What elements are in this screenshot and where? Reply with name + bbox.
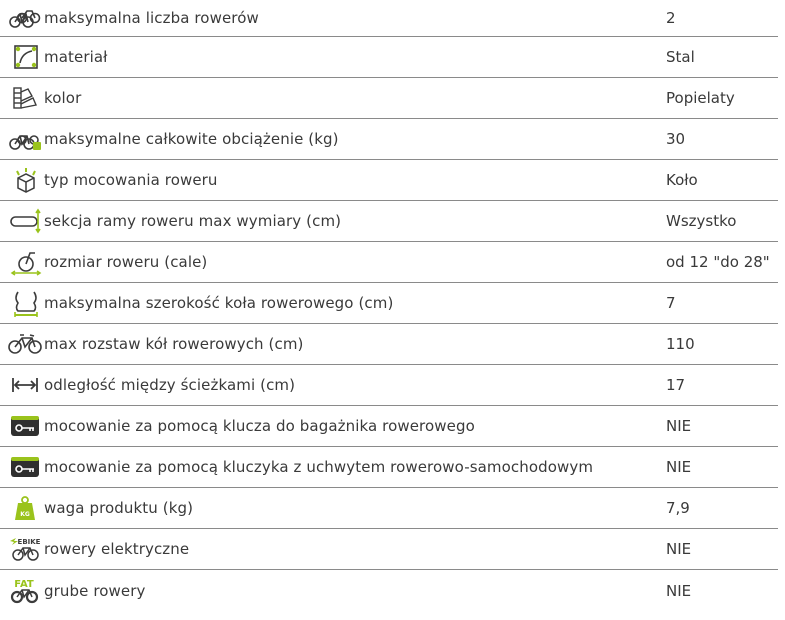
spec-row	[0, 242, 778, 283]
spec-value: Stal	[666, 48, 695, 66]
spec-value: NIE	[666, 581, 692, 600]
spec-label: rozmiar roweru (cale)	[44, 253, 208, 271]
spec-row	[0, 119, 778, 160]
wheel-size-icon	[8, 248, 42, 276]
color-palette-icon	[8, 84, 42, 112]
spec-value: Wszystko	[666, 212, 737, 230]
spec-value: NIE	[666, 458, 692, 476]
spec-value: Popielaty	[666, 89, 735, 107]
spec-label: maksymalne całkowite obciążenie (kg)	[44, 130, 339, 148]
spec-label: rowery elektryczne	[44, 540, 190, 558]
spec-value: Koło	[666, 171, 698, 189]
spec-label: mocowanie za pomocą klucza do bagażnika rowerowego	[44, 417, 475, 435]
spec-label: kolor	[44, 89, 82, 107]
spec-row	[0, 160, 778, 201]
spec-row	[0, 406, 778, 447]
key-lock-icon	[8, 453, 42, 481]
spec-label: maksymalna szerokość koła rowerowego (cm)	[44, 294, 394, 312]
spec-row	[0, 283, 778, 324]
tire-width-icon	[8, 289, 42, 317]
spec-row	[0, 201, 778, 242]
frame-section-icon	[8, 207, 42, 235]
spec-value: 7,9	[666, 499, 690, 517]
spec-row	[0, 78, 778, 119]
spec-value: 2	[666, 9, 676, 27]
spec-label: sekcja ramy roweru max wymiary (cm)	[44, 212, 342, 230]
spec-label: odległość między ścieżkami (cm)	[44, 376, 296, 394]
track-distance-icon	[8, 371, 42, 399]
spec-row	[0, 37, 778, 78]
bike-load-icon	[8, 125, 42, 153]
key-lock-icon	[8, 412, 42, 440]
spec-row	[0, 570, 778, 611]
spec-label: max rozstaw kół rowerowych (cm)	[44, 335, 304, 353]
spec-label: maksymalna liczba rowerów	[44, 9, 259, 27]
two-bikes-icon	[8, 4, 42, 32]
spec-label: grube rowery	[44, 581, 146, 600]
spec-value: NIE	[666, 540, 692, 558]
mount-type-icon	[8, 166, 42, 194]
spec-value: 110	[666, 335, 695, 353]
spec-row	[0, 529, 778, 570]
spec-row	[0, 0, 778, 37]
spec-row	[0, 488, 778, 529]
ebike-icon	[8, 535, 42, 563]
wheelbase-icon	[8, 330, 42, 358]
weight-icon	[8, 494, 42, 522]
svg-text:KG: KG	[20, 511, 30, 518]
spec-label: typ mocowania roweru	[44, 171, 218, 189]
spec-value: 30	[666, 130, 686, 148]
spec-label: materiał	[44, 48, 108, 66]
spec-label: waga produktu (kg)	[44, 499, 194, 517]
spec-value: 17	[666, 376, 686, 394]
spec-value: od 12 "do 28"	[666, 253, 770, 271]
spec-row	[0, 365, 778, 406]
spec-row	[0, 447, 778, 488]
fat-bike-icon	[8, 577, 42, 605]
svg-text:EBIKE: EBIKE	[17, 538, 41, 546]
spec-value: NIE	[666, 417, 692, 435]
spec-label: mocowanie za pomocą kluczyka z uchwytem rowerowo-samochodowym	[44, 458, 594, 476]
spec-row	[0, 324, 778, 365]
spec-value: 7	[666, 294, 676, 312]
material-icon	[8, 43, 42, 71]
svg-text:FAT: FAT	[14, 578, 34, 590]
